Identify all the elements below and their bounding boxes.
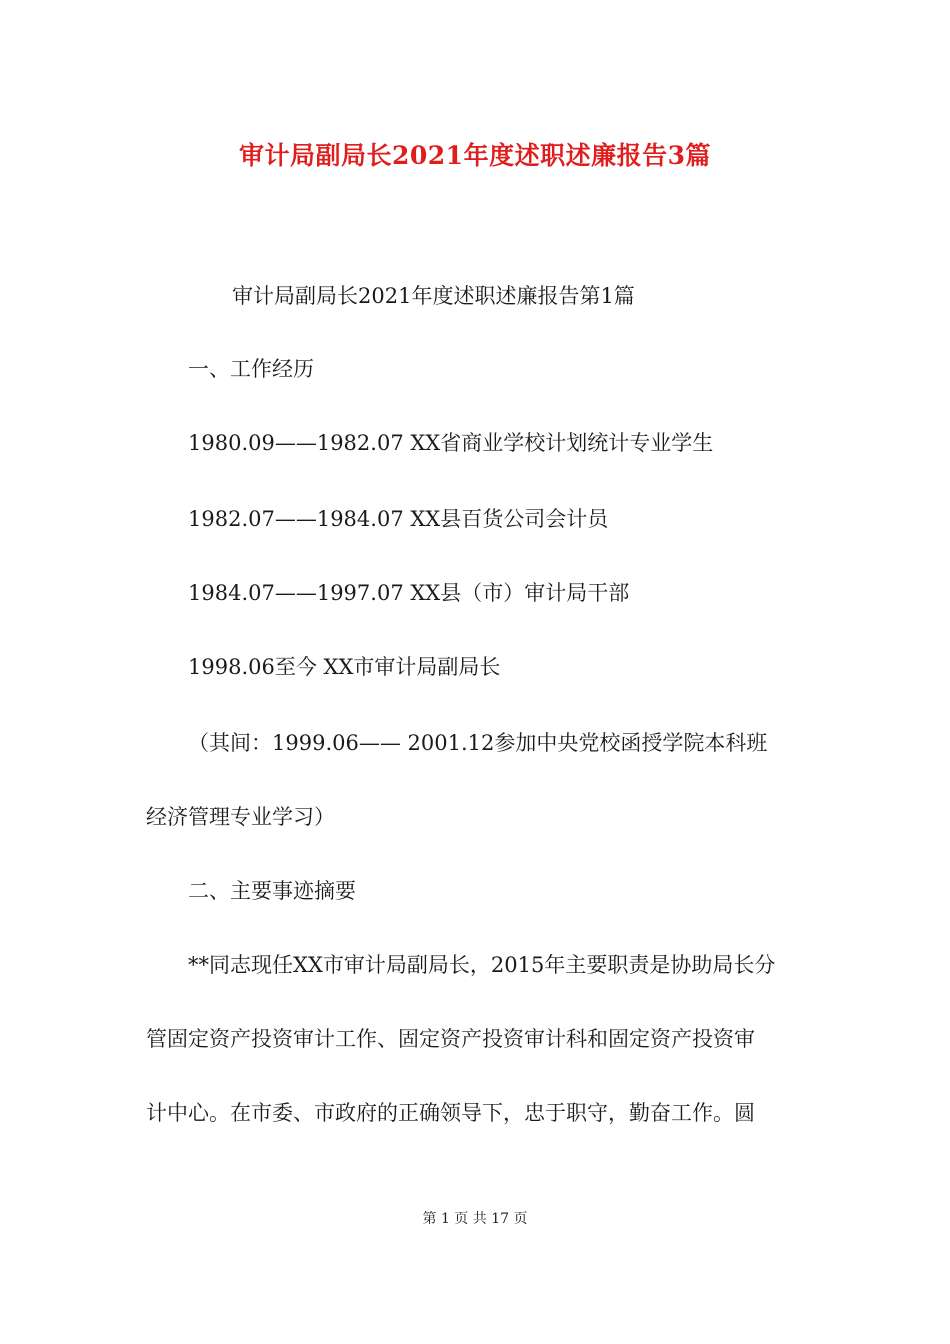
section-heading: 审计局副局长2021年度述职述廉报告第1篇 <box>232 284 635 308</box>
experience-item: 1980.09——1982.07 XX省商业学校计划统计专业学生 <box>188 431 714 455</box>
paragraph-line: **同志现任XX市审计局副局长，2015年主要职责是协助局长分 <box>188 953 776 977</box>
experience-item: 1984.07——1997.07 XX县（市）审计局干部 <box>188 581 630 605</box>
section-heading: 二、主要事迹摘要 <box>188 879 356 903</box>
paragraph-line: 管固定资产投资审计工作、固定资产投资审计科和固定资产投资审 <box>146 1027 755 1051</box>
document-title: 审计局副局长2021年度述职述廉报告3篇 <box>239 141 711 170</box>
page-number: 第 1 页 共 17 页 <box>422 1211 528 1227</box>
experience-item: 1982.07——1984.07 XX县百货公司会计员 <box>188 507 609 531</box>
paragraph-line: 计中心。在市委、市政府的正确领导下，忠于职守，勤奋工作。圆 <box>146 1101 755 1125</box>
experience-item: 1998.06至今 XX市审计局副局长 <box>188 655 501 679</box>
paragraph-line: 经济管理专业学习） <box>146 805 335 829</box>
paragraph-line: （其间：1999.06—— 2001.12参加中央党校函授学院本科班 <box>188 731 768 755</box>
section-heading: 一、工作经历 <box>188 357 314 381</box>
